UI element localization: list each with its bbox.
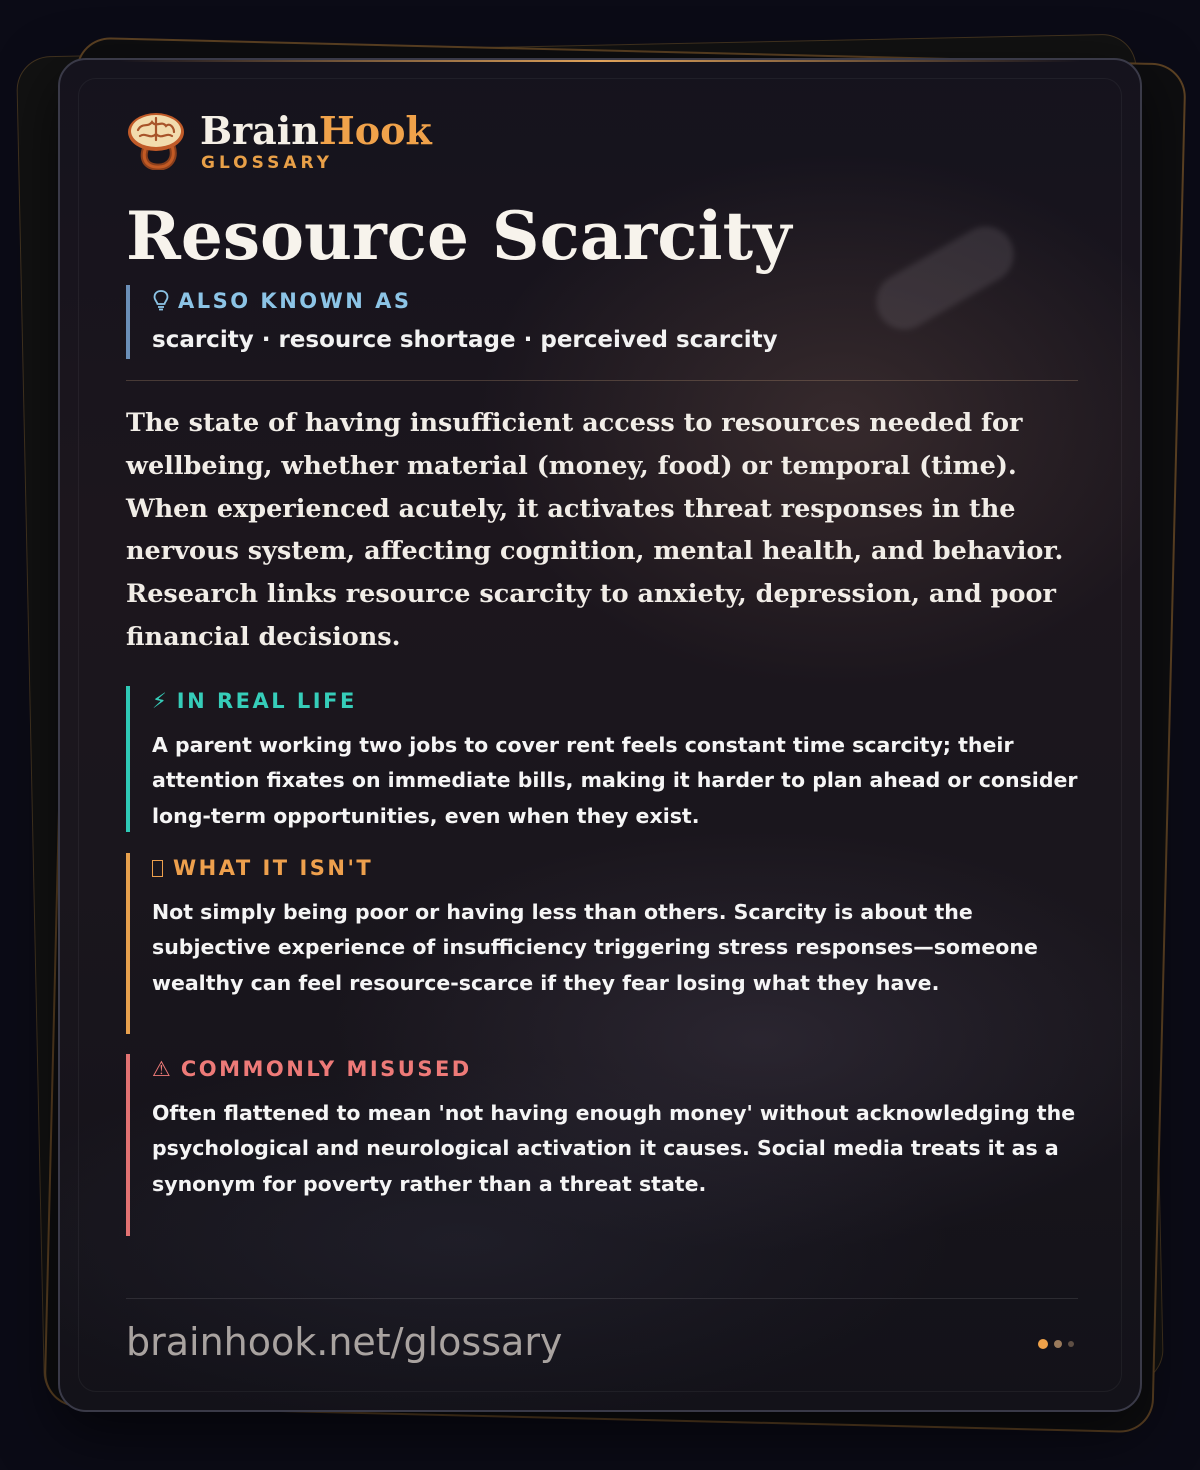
also-known-as-heading xyxy=(152,289,412,313)
section-commonly-misused xyxy=(126,1054,1078,1236)
pagination-dot xyxy=(1068,1341,1074,1347)
term-title: Resource Scarcity xyxy=(126,197,792,275)
brand-name xyxy=(200,108,432,154)
section-label: WHAT IT ISN'T xyxy=(173,856,374,880)
brain-hook-icon xyxy=(126,110,186,170)
divider xyxy=(126,380,1078,381)
section-heading xyxy=(152,853,1078,883)
glossary-card xyxy=(58,58,1142,1412)
section-heading xyxy=(152,686,1078,716)
section-label: IN REAL LIFE xyxy=(176,689,357,713)
warning-icon: ⚠ xyxy=(152,1057,171,1081)
also-known-as-block xyxy=(126,285,1082,359)
also-known-as-label: ALSO KNOWN AS xyxy=(178,289,412,313)
section-label: COMMONLY MISUSED xyxy=(180,1057,472,1081)
brand-subtitle: GLOSSARY xyxy=(201,153,333,173)
brand-header xyxy=(126,108,526,172)
definition-text: The state of having insufficient access to resources needed for wellbeing, whether material (money, food) or temporal (time). When experienced acutely, it activates threat responses in the nervous system, affecting cognition, mental health, and behavior. Research links resource scarcity to anxiety, depression, and poor financial decisions. xyxy=(126,408,1064,652)
missing-glyph-icon xyxy=(152,853,163,883)
pagination-dot-active xyxy=(1038,1339,1048,1349)
also-known-as-terms: scarcity · resource shortage · perceived scarcity xyxy=(152,327,778,353)
brand-name-brain: Brain xyxy=(200,108,319,153)
lightning-icon: ⚡ xyxy=(152,689,167,713)
pagination-dots xyxy=(1038,1338,1078,1350)
footer-divider xyxy=(126,1298,1078,1299)
lightbulb-icon xyxy=(152,289,170,313)
section-text: Often flattened to mean 'not having enough money' without acknowledging the psychological and neurological activation it causes. Social media treats it as a synonym for poverty rather than a threat state. xyxy=(152,1101,1076,1196)
section-text: Not simply being poor or having less than others. Scarcity is about the subjective experience of insufficiency triggering stress responses—someone wealthy can feel resource-scarce if they fear losing what they have. xyxy=(152,900,1038,995)
footer-url-link[interactable]: brainhook.net/glossary xyxy=(126,1320,563,1364)
section-what-it-isnt xyxy=(126,853,1078,1034)
section-text: A parent working two jobs to cover rent feels constant time scarcity; their attention fixates on immediate bills, making it harder to plan ahead or consider long-term opportunities, even when they exist. xyxy=(152,733,1078,828)
section-heading xyxy=(152,1054,1078,1084)
brand-name-hook: Hook xyxy=(318,108,432,153)
section-in-real-life xyxy=(126,686,1078,832)
pagination-dot xyxy=(1054,1340,1062,1348)
